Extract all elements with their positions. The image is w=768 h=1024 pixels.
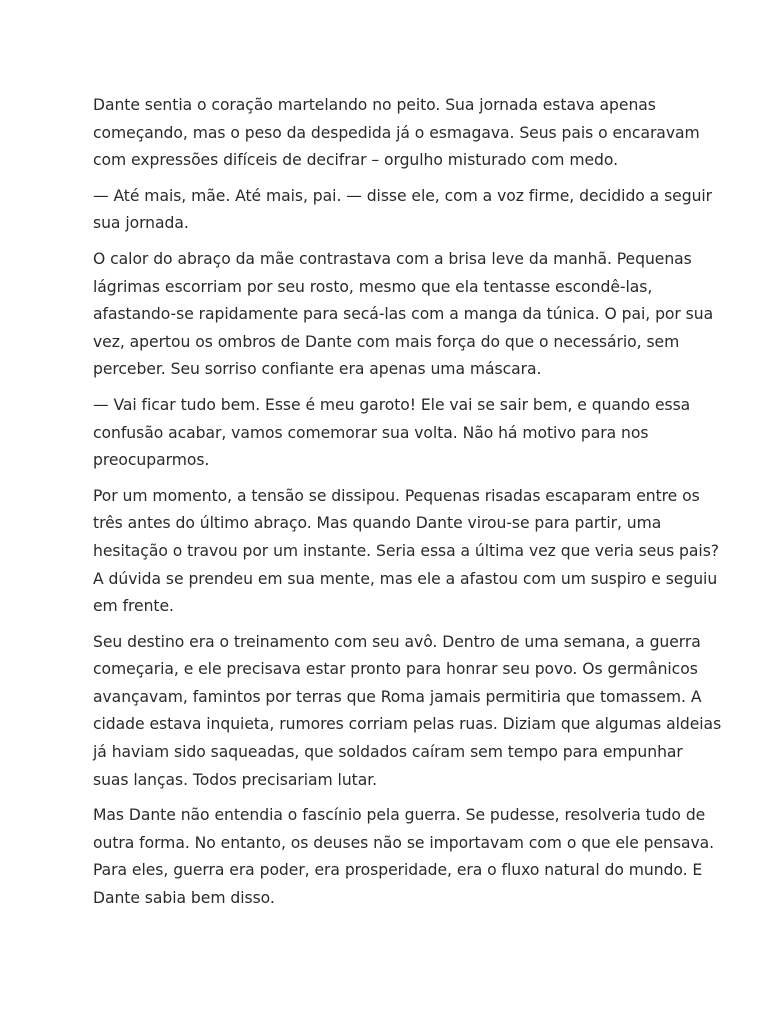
text-line: hesitação o travou por um instante. Seria essa a última vez que veria seus pais? [93,541,719,560]
text-line: Dante sentia o coração martelando no peito. Sua jornada estava apenas [93,96,656,114]
text-line: cidade estava inquieta, rumores corriam pelas ruas. Diziam que algumas aldeias [93,715,722,734]
text-line: — Vai ficar tudo bem. Esse é meu garoto! Ele vai se sair bem, e quando essa [93,395,691,414]
text-line: suas lanças. Todos precisariam lutar. [93,770,378,789]
paragraph-3 [93,246,714,384]
text-line: começaria, e ele precisava estar pronto para honrar seu povo. Os germânicos [93,660,698,679]
text-line: Para eles, guerra era poder, era prosperidade, era o fluxo natural do mundo. E [93,861,703,880]
text-line: perceber. Seu sorriso confiante era apenas uma máscara. [93,360,542,379]
text-line: preocuparmos. [93,451,210,470]
text-line: avançavam, famintos por terras que Roma jamais permitiria que tomassem. A [93,687,702,706]
text-line: já haviam sido saqueadas, que soldados caíram sem tempo para empunhar [93,743,683,762]
document-body [93,92,722,921]
text-line: afastando-se rapidamente para secá-las com a manga da túnica. O pai, por sua [93,305,714,324]
text-line: vez, apertou os ombros de Dante com mais força do que o necessário, sem [93,332,680,351]
text-line: confusão acabar, vamos comemorar sua volta. Não há motivo para nos [93,423,649,442]
text-line: outra forma. No entanto, os deuses não se importavam com o que ele pensava. [93,833,715,852]
paragraph-1 [93,92,700,175]
text-line: — Até mais, mãe. Até mais, pai. — disse ele, com a voz firme, decidido a seguir [93,186,713,205]
paragraph-6 [93,629,722,795]
paragraph-5 [93,483,719,621]
text-line: Mas Dante não entendia o fascínio pela guerra. Se pudesse, resolveria tudo de [93,806,706,825]
text-line: três antes do último abraço. Mas quando Dante virou-se para partir, uma [93,514,662,533]
text-line: sua jornada. [93,214,189,233]
text-line: Por um momento, a tensão se dissipou. Pequenas risadas escaparam entre os [93,486,700,505]
text-line: começando, mas o peso da despedida já o esmagava. Seus pais o encaravam [93,123,700,142]
text-line: A dúvida se prendeu em sua mente, mas ele a afastou com um suspiro e seguiu [93,569,718,588]
paragraph-2 [93,183,713,238]
text-line: lágrimas escorriam por seu rosto, mesmo que ela tentasse escondê-las, [93,277,653,296]
text-line: O calor do abraço da mãe contrastava com a brisa leve da manhã. Pequenas [93,249,692,268]
text-line: Dante sabia bem disso. [93,889,275,908]
paragraph-4 [93,392,691,475]
text-line: Seu destino era o treinamento com seu avô. Dentro de uma semana, a guerra [93,632,701,651]
paragraph-7 [93,802,715,912]
text-line: com expressões difíceis de decifrar – orgulho misturado com medo. [93,151,618,170]
text-line: em frente. [93,597,174,616]
